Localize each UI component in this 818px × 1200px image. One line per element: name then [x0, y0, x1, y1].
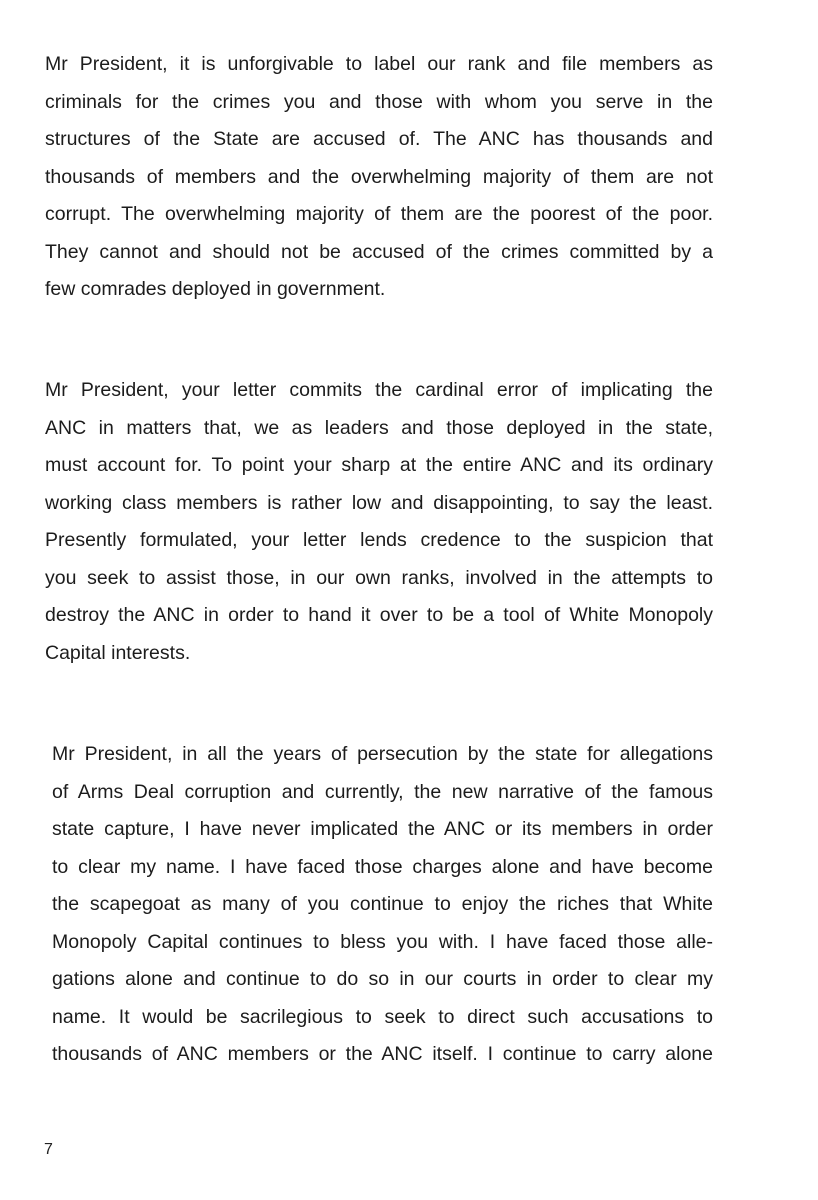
paragraph-line: structures of the State are accused of. The ANC has thousands and [45, 128, 713, 150]
paragraph-line: destroy the ANC in order to hand it over to be a tool of White Monopoly [45, 604, 713, 626]
page-number: 7 [44, 1141, 53, 1158]
paragraph-line: They cannot and should not be accused of the crimes committed by a [45, 240, 713, 263]
paragraph-line: Mr President, it is unforgivable to label our rank and file members as [45, 53, 713, 75]
paragraph-line: Capital interests. [45, 641, 191, 664]
paragraph-line: Presently formulated, your letter lends credence to the suspicion that [45, 529, 713, 551]
paragraph-line: thousands of ANC members or the ANC itself. I continue to carry alone [52, 1043, 713, 1065]
paragraph-3 [52, 736, 713, 1074]
paragraph-line: ANC in matters that, we as leaders and those deployed in the state, [45, 416, 713, 439]
paragraph-line: working class members is rather low and disappointing, to say the least. [45, 491, 713, 514]
paragraph-1 [45, 46, 713, 309]
paragraph-line: must account for. To point your sharp at the entire ANC and its ordinary [45, 454, 713, 476]
paragraph-line: Mr President, in all the years of persecution by the state for allegations [52, 743, 713, 765]
paragraph-line: name. It would be sacrilegious to seek to direct such accusations to [52, 1005, 713, 1028]
paragraph-line: of Arms Deal corruption and currently, the new narrative of the famous [52, 780, 713, 803]
paragraph-line: few comrades deployed in government. [45, 278, 386, 300]
paragraph-line: Mr President, your letter commits the cardinal error of implicating the [45, 379, 713, 401]
paragraph-2 [45, 372, 713, 672]
paragraph-line: state capture, I have never implicated the ANC or its members in order [52, 818, 713, 840]
paragraph-line: you seek to assist those, in our own ranks, involved in the attempts to [45, 566, 713, 589]
paragraph-line: the scapegoat as many of you continue to enjoy the riches that White [52, 893, 713, 915]
paragraph-line: corrupt. The overwhelming majority of them are the poorest of the poor. [45, 203, 713, 225]
paragraph-line: to clear my name. I have faced those charges alone and have become [52, 855, 713, 878]
paragraph-line: gations alone and continue to do so in our courts in order to clear my [52, 968, 713, 990]
paragraph-line: Monopoly Capital continues to bless you with. I have faced those alle- [52, 930, 713, 953]
paragraph-line: thousands of members and the overwhelming majority of them are not [45, 165, 713, 188]
paragraph-line: criminals for the crimes you and those with whom you serve in the [45, 90, 713, 113]
